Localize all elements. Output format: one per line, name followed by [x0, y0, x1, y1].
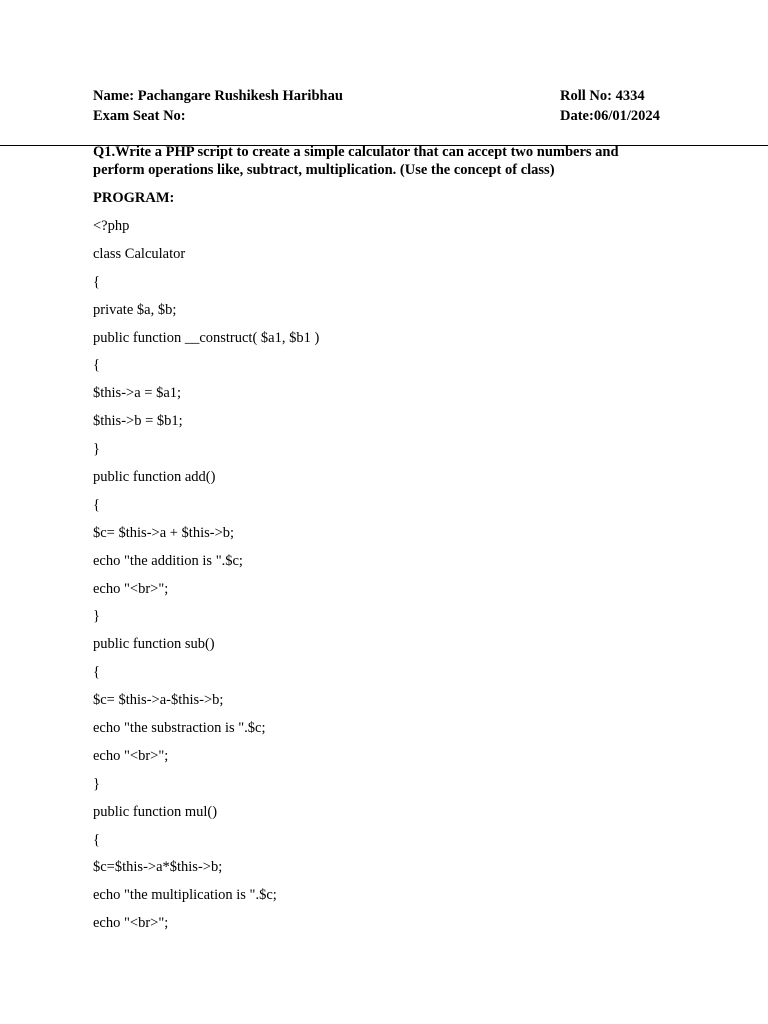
code-line: { [93, 496, 100, 513]
code-line: private $a, $b; [93, 301, 177, 318]
code-line: echo "<br>"; [93, 915, 169, 932]
code-line: } [93, 441, 100, 458]
student-name: Name: Pachangare Rushikesh Haribhau [93, 88, 343, 104]
code-line: echo "<br>"; [93, 580, 169, 597]
code-line: echo "the addition is ".$c; [93, 552, 243, 569]
code-line: <?php [93, 218, 130, 234]
code-line: echo "the multiplication is ".$c; [93, 887, 277, 904]
code-line: class Calculator [93, 245, 186, 262]
code-line: $this->b = $b1; [93, 413, 183, 430]
code-line: $c= $this->a-$this->b; [93, 692, 224, 709]
code-line: public function mul() [93, 803, 218, 820]
code-line: public function __construct( $a1, $b1 ) [93, 329, 320, 346]
roll-number: Roll No: 4334 [560, 88, 645, 104]
program-label: PROGRAM: [93, 190, 175, 206]
code-line: public function sub() [93, 636, 215, 653]
code-line: echo "<br>"; [93, 747, 169, 764]
exam-seat-number: Exam Seat No: [93, 108, 186, 124]
code-line: { [93, 664, 100, 681]
code-line: echo "the substraction is ".$c; [93, 720, 266, 737]
code-line: $c=$this->a*$this->b; [93, 859, 223, 876]
code-listing [93, 216, 319, 941]
header-row-1 [93, 86, 668, 106]
code-line: { [93, 273, 100, 290]
code-line: { [93, 831, 100, 848]
question-text: Q1.Write a PHP script to create a simple calculator that can accept two numbers and perform operations like, subtract, multiplication. (Use the concept of class) [93, 144, 619, 178]
code-line: $c= $this->a + $this->b; [93, 524, 235, 541]
code-line: } [93, 608, 100, 625]
document-header [93, 86, 668, 126]
code-line: } [93, 775, 100, 792]
code-line: public function add() [93, 469, 216, 486]
code-line: $this->a = $a1; [93, 385, 182, 402]
header-row-2 [93, 106, 668, 126]
code-line: { [93, 357, 100, 374]
exam-date: Date:06/01/2024 [560, 108, 660, 124]
